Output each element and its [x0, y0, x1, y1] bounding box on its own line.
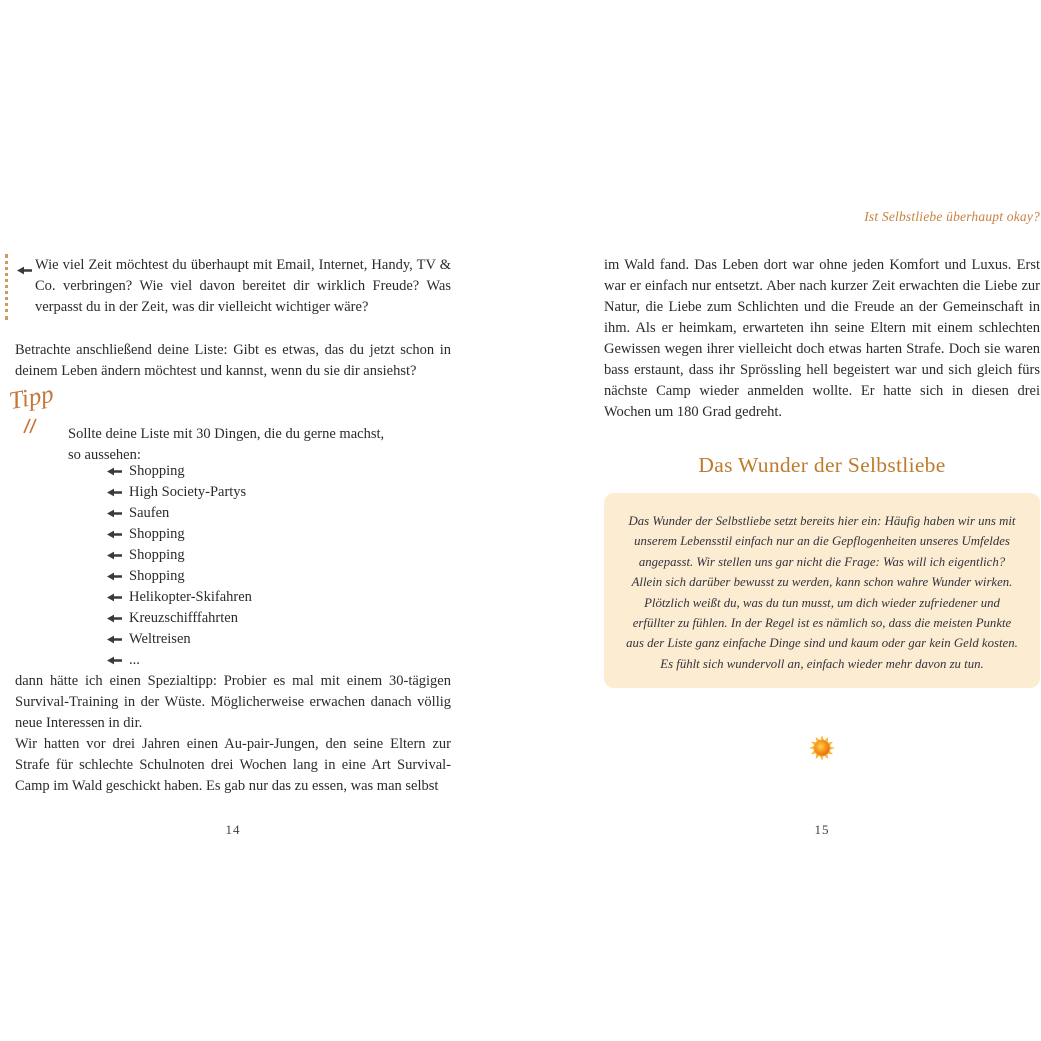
list-item-label: Kreuzschifffahrten — [129, 610, 238, 626]
left-arrow-icon — [107, 631, 122, 647]
list-item — [107, 463, 252, 484]
list-item-label: Weltreisen — [129, 631, 191, 647]
list-item — [107, 631, 252, 652]
bullet-question-paragraph — [35, 255, 451, 318]
left-arrow-icon — [107, 484, 122, 500]
left-arrow-icon — [107, 463, 122, 479]
list-item — [107, 484, 252, 505]
list-item-label: Shopping — [129, 568, 185, 584]
list-item-label: Saufen — [129, 505, 170, 521]
betrachte-paragraph: Betrachte anschließend deine Liste: Gibt es etwas, das du jetzt schon in deinem Leben ändern möchtest und kannst, wenn du sie dir ansiehst? — [15, 342, 451, 379]
list-item — [107, 568, 252, 589]
list-item — [107, 505, 252, 526]
list-item — [107, 652, 252, 673]
list-item-label: ... — [129, 652, 140, 668]
left-arrow-icon — [107, 547, 122, 563]
list-item — [107, 589, 252, 610]
list-item — [107, 610, 252, 631]
page-number-right: 15 — [814, 822, 830, 837]
list-item-label: High Society-Partys — [129, 484, 247, 500]
bullet-question-text: Wie viel Zeit möchtest du überhaupt mit Email, Internet, Handy, TV & Co. verbringen? Wie viel davon bereitet dir wirklich Freude? Was verpasst du in der Zeit, was dir vielleicht wichtiger wäre? — [35, 257, 451, 315]
left-arrow-icon — [107, 568, 122, 584]
list-item-label: Shopping — [129, 463, 185, 479]
wald-paragraph: im Wald fand. Das Leben dort war ohne jeden Komfort und Luxus. Erst war er einfach nur entsetzt. Aber nach kurzer Zeit erwachten die Liebe zur Natur, die Liebe zum Schlichten und die Freude an der Gemeinschaft in ihm. Als er heimkam, erwarteten ihn seine Eltern mit einem schlechten Gewissen wegen ihrer vielleicht doch etwas harten Strafe. Doch sie waren bass erstaunt, dass ihr Sprössling hell begeistert war und sich gleich fürs nächste Camp wieder anmelden wollte. Er hatte sich in diesen drei Wochen um 180 Grad gedreht. — [604, 257, 1040, 420]
list-item-label: Helikopter-Skifahren — [129, 589, 252, 605]
aupair-paragraph: Wir hatten vor drei Jahren einen Au-pair-Jungen, den seine Eltern zur Strafe für schlechte Schulnoten drei Wochen lang in eine Art Survival-Camp im Wald geschickt haben. Es gab nur das zu essen, was man selbst — [15, 736, 451, 794]
highlight-box — [604, 493, 1040, 688]
left-arrow-icon — [107, 652, 122, 668]
tipp-intro-line2: so aussehen: — [68, 447, 141, 463]
left-arrow-icon — [107, 610, 122, 626]
tipp-flourish-icon — [16, 418, 42, 439]
tipp-list — [107, 463, 252, 673]
margin-dotted-rule — [5, 254, 8, 320]
left-arrow-icon — [17, 260, 32, 281]
sun-ornament-icon — [604, 734, 1040, 764]
left-arrow-icon — [107, 505, 122, 521]
left-arrow-icon — [107, 589, 122, 605]
tipp-intro-line1: Sollte deine Liste mit 30 Dingen, die du gerne machst, — [68, 426, 385, 442]
list-item — [107, 547, 252, 568]
section-heading: Das Wunder der Selbstliebe — [698, 453, 946, 477]
running-header: Ist Selbstliebe überhaupt okay? — [864, 209, 1040, 224]
bottom-left-paragraphs — [15, 671, 451, 797]
spezialtipp-paragraph: dann hätte ich einen Spezialtipp: Probier es mal mit einem 30-tägigen Survival-Training in der Wüste. Möglicherweise erwachen danach völlig neue Interessen in dir. — [15, 673, 451, 731]
list-item — [107, 526, 252, 547]
tipp-script-label: Tipp — [7, 380, 56, 416]
list-item-label: Shopping — [129, 547, 185, 563]
list-item-label: Shopping — [129, 526, 185, 542]
highlight-box-text: Das Wunder der Selbstliebe setzt bereits hier ein: Häufig haben wir uns mit unserem Lebensstil einfach nur an die Gepflogenheiten unseres Umfeldes angepasst. Wir stellen uns gar nicht die Frage: Was will ich eigentlich? Allein sich darüber bewusst zu werden, kann schon wahre Wunder wirken. Plötzlich weißt du, was du tun musst, um dich wieder zufriedener und erfüllter zu fühlen. In der Regel ist es nämlich so, dass die meisten Punkte aus der Liste ganz einfache Dinge sind und kaum oder gar kein Geld kosten. Es fühlt sich wundervoll an, einfach wieder mehr davon zu tun. — [626, 514, 1018, 671]
page-number-left: 14 — [225, 822, 241, 837]
left-arrow-icon — [107, 526, 122, 542]
